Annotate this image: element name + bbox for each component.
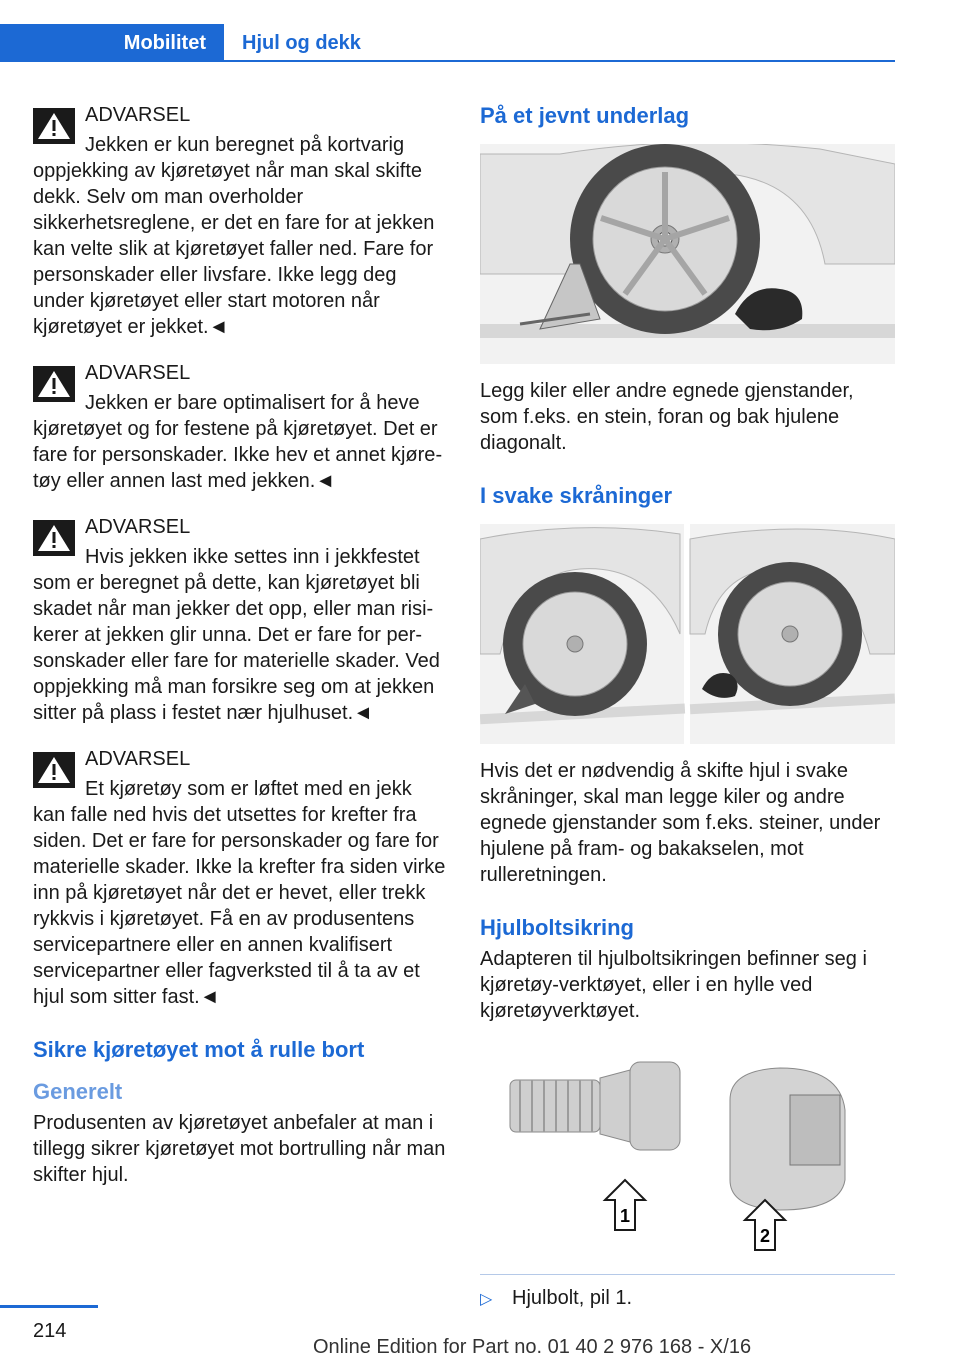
slope-text: Hvis det er nødvendig å skifte hjul i svake skråninger, skal man legge kiler og andre egnede gjenstander som f.eks. steiner, under hjulene på fram- og bakakselen, mot rulleretningen. — [480, 760, 881, 886]
flat-ground-text: Legg kiler eller andre egnede gjenstander, som f.eks. en stein, foran og bak hjulene diagonalt. — [480, 380, 854, 454]
warning-heading: ADVARSEL — [85, 516, 191, 538]
section-title: Sikre kjøretøyet mot å rulle bort — [33, 1037, 365, 1062]
right-column — [480, 102, 895, 1311]
slope-chock-illustration — [480, 524, 895, 744]
warning-block — [33, 102, 447, 340]
header-tab-hjul-og-dekk: Hjul og dekk — [242, 31, 361, 54]
triangle-bullet-icon: ▷ — [480, 1291, 493, 1308]
header-rule — [224, 60, 895, 62]
footer-rule — [0, 1305, 98, 1308]
wheel-lock-title: Hjulboltsikring — [480, 915, 634, 940]
wheel-bolt-figure — [480, 1050, 895, 1260]
flat-ground-figure — [480, 144, 895, 364]
wheel-lock-text: Adapteren til hjulboltsikringen befinner seg i kjøretøy-verktøyet, eller i en hylle ved kjøretøyverktøyet. — [480, 948, 867, 1022]
slope-title: I svake skråninger — [480, 483, 673, 508]
warning-heading: ADVARSEL — [85, 362, 191, 384]
warning-block — [33, 360, 447, 494]
wheel-bolt-illustration — [480, 1050, 895, 1260]
warning-icon — [33, 752, 75, 788]
warning-icon — [33, 108, 75, 144]
warning-block — [33, 746, 447, 1010]
edition-text: Online Edition for Part no. 01 40 2 976 168 - X/16 — [313, 1336, 752, 1358]
slope-figure — [480, 524, 895, 744]
warning-block — [33, 514, 447, 726]
page-number: 214 — [33, 1320, 67, 1342]
warning-text: Et kjøretøy som er løftet med en jekk kan falle ned hvis det utsettes for krefter fra siden. Det er fare for personskader og fare for materielle skader. Ikke la krefter fra siden virke inn på kjøretøyet når det er hevet, eller trekk rykkvis i kjøretøyet. Få en av produsentens servicepartnere eller en annen kvalifisert servicepartner eller fagverksted til å ta av et hjul som sitter fast.◄ — [33, 778, 446, 1008]
arrow-label-1: 1 — [619, 1206, 631, 1226]
list-item — [480, 1274, 895, 1311]
header-tab-mobilitet: Mobilitet — [0, 24, 224, 62]
list-item-text: Hjulbolt, pil 1. — [512, 1287, 633, 1309]
warning-text: Jekken er bare optimalisert for å heve kjøretøyet og for festene på kjøretøyet. Det er fare for personskader. Ikke hev et annet kjøretøy eller annen last med jekken.◄ — [33, 392, 443, 492]
warning-text: Jekken er kun beregnet på kortvarig oppjekking av kjøretøyet når man skal skifte dekk. Selv om man overholder sikkerhetsreglene, er det en fare for at jekken kan velte slik at kjøretøyet faller ned. Fare for personskader eller livsfare. Ikke legg deg under kjøretøyet eller start motoren når kjøretøyet er jekket.◄ — [33, 134, 435, 338]
warning-heading: ADVARSEL — [85, 104, 191, 126]
wheel-chock-illustration — [480, 144, 895, 364]
warning-text: Hvis jekken ikke settes inn i jekkfestet som er beregnet på dette, kan kjøretøyet bli skadet når man jekker det opp, eller man risikerer at jekken glir unna. Det er fare for personskader eller fare for materielle skader. Ved oppjekking må man forsikre seg om at jekken sitter på plass i festet nær hjulhuset.◄ — [33, 546, 440, 724]
warning-icon — [33, 366, 75, 402]
warning-heading: ADVARSEL — [85, 748, 191, 770]
left-column — [33, 102, 447, 1188]
subsection-title: Generelt — [33, 1079, 123, 1104]
arrow-label-2: 2 — [759, 1226, 771, 1246]
page-header — [0, 24, 895, 62]
warning-icon — [33, 520, 75, 556]
subsection-text: Produsenten av kjøretøyet anbefaler at man i tillegg sikrer kjøretøyet mot bortrulling når man skifter hjul. — [33, 1112, 446, 1186]
flat-ground-title: På et jevnt underlag — [480, 103, 690, 128]
